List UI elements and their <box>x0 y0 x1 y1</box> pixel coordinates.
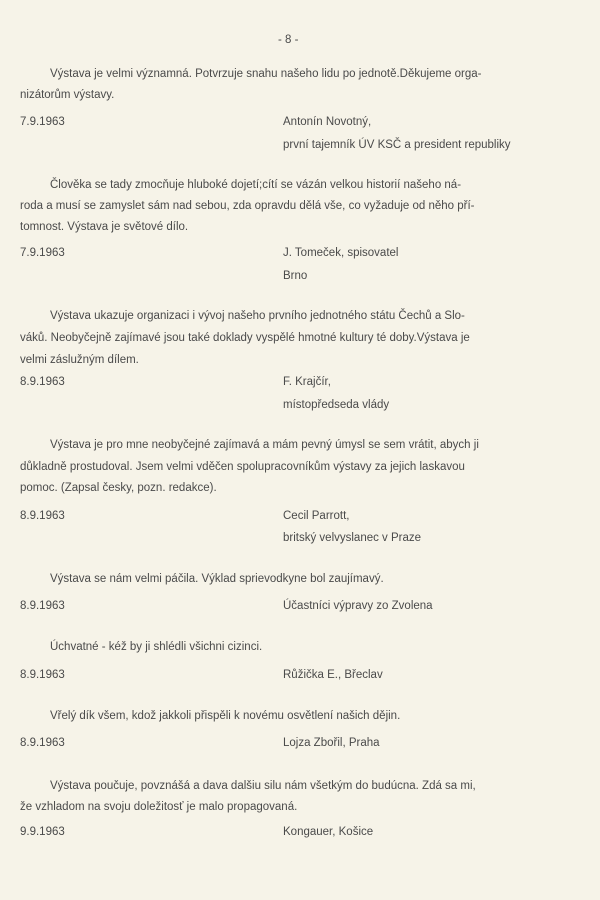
entry-text-line: Výstava se nám velmi páčila. Výklad sprievodkyne bol zaujímavý. <box>50 573 384 585</box>
entry-date: 9.9.1963 <box>20 826 65 838</box>
entry-text-line: tomnost. Výstava je světové dílo. <box>20 221 189 233</box>
entry-text-line: roda a musí se zamyslet sám nad sebou, zda opravdu dělá vše, co vyžaduje od něho pří- <box>20 200 475 212</box>
entry-date: 7.9.1963 <box>20 116 65 128</box>
entry-signature-title: britský velvyslanec v Praze <box>283 532 422 544</box>
entry-date: 8.9.1963 <box>20 737 65 749</box>
entry-signature: Lojza Zbořil, Praha <box>283 737 380 749</box>
entry-text-line: že vzhladom na svoju doležitosť je malo propagovaná. <box>20 801 298 813</box>
page-number: - 8 - <box>278 34 299 46</box>
entry-text-line: Výstava ukazuje organizaci i vývoj našeho prvního jednotného státu Čechů a Slo- <box>50 310 465 322</box>
entry-text-line: Výstava je velmi významná. Potvrzuje snahu našeho lidu po jednotě.Děkujeme orga- <box>50 68 482 80</box>
entry-text-line: Člověka se tady zmocňuje hluboké dojetí;cítí se vázán velkou historií našeho ná- <box>50 179 462 191</box>
entry-signature: Růžička E., Břeclav <box>283 669 383 681</box>
entry-text-line: Úchvatné - kéž by ji shlédli všichni cizinci. <box>50 641 263 653</box>
entry-text-line: Výstava poučuje, povznášá a dava dalšiu silu nám všetkým do budúcna. Zdá sa mi, <box>50 780 476 792</box>
entry-text-line: váků. Neobyčejně zajímavé jsou také doklady vyspělé hmotné kultury té doby.Výstava je <box>20 332 470 344</box>
entry-signature-title: Brno <box>283 270 308 282</box>
entry-signature: Kongauer, Košice <box>283 826 374 838</box>
entry-text-line: Vřelý dík všem, kdož jakkoli přispěli k novému osvětlení našich dějin. <box>50 710 401 722</box>
entry-text-line: nizátorům výstavy. <box>20 89 115 101</box>
entry-signature-title: první tajemník ÚV KSČ a president republiky <box>283 139 511 151</box>
entry-date: 8.9.1963 <box>20 510 65 522</box>
entry-date: 8.9.1963 <box>20 376 65 388</box>
entry-signature: J. Tomeček, spisovatel <box>283 247 399 259</box>
entry-text-line: pomoc. (Zapsal česky, pozn. redakce). <box>20 482 217 494</box>
entry-text-line: důkladně prostudoval. Jsem velmi vděčen spolupracovníkům výstavy za jejich laskavou <box>20 461 465 473</box>
entry-signature: F. Krajčír, <box>283 376 331 388</box>
entry-date: 8.9.1963 <box>20 600 65 612</box>
entry-date: 7.9.1963 <box>20 247 65 259</box>
entry-signature-title: místopředseda vlády <box>283 399 390 411</box>
entry-text-line: Výstava je pro mne neobyčejné zajímavá a mám pevný úmysl se sem vrátit, abych ji <box>50 439 479 451</box>
entry-signature: Účastníci výpravy zo Zvolena <box>283 600 433 612</box>
entry-signature: Cecil Parrott, <box>283 510 350 522</box>
entry-text-line: velmi záslužným dílem. <box>20 354 139 366</box>
entry-date: 8.9.1963 <box>20 669 65 681</box>
entry-signature: Antonín Novotný, <box>283 116 372 128</box>
